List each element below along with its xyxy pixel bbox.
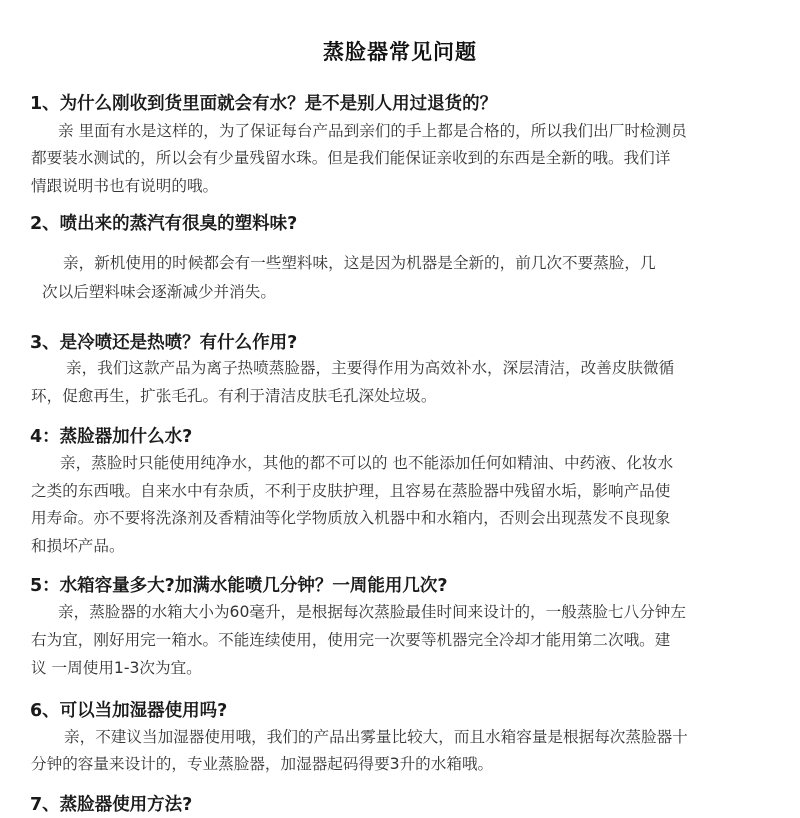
faq-question-5: 5：水箱容量多大?加满水能喷几分钟？一周能用几次? — [30, 576, 448, 596]
faq-answer-4-line-1: 亲，蒸脸时只能使用纯净水，其他的都不可以的 也不能添加任何如精油、中药液、化妆水 — [60, 454, 674, 472]
faq-answer-5-line-3: 议 一周使用1-3次为宜。 — [31, 659, 202, 677]
faq-answer-6-line-2: 分钟的容量来设计的，专业蒸脸器，加湿器起码得要3升的水箱哦。 — [31, 755, 494, 773]
faq-answer-4-line-4: 和损坏产品。 — [31, 537, 125, 555]
faq-answer-1-line-1: 亲 里面有水是这样的，为了保证每台产品到亲们的手上都是合格的，所以我们出厂时检测员 — [58, 122, 687, 140]
faq-answer-1-line-3: 情跟说明书也有说明的哦。 — [31, 177, 219, 195]
faq-question-7: 7、蒸脸器使用方法? — [30, 795, 193, 815]
faq-answer-4-line-2: 之类的东西哦。自来水中有杂质，不利于皮肤护理，且容易在蒸脸器中残留水垢，影响产品使 — [31, 482, 671, 500]
faq-answer-2-line-1: 亲，新机使用的时候都会有一些塑料味，这是因为机器是全新的，前几次不要蒸脸，几 — [63, 254, 656, 272]
faq-answer-5-line-2: 右为宜，刚好用完一箱水。不能连续使用，使用完一次要等机器完全冷却才能用第二次哦。建 — [31, 631, 671, 649]
faq-answer-5-line-1: 亲，蒸脸器的水箱大小为60毫升，是根据每次蒸脸最佳时间来设计的，一般蒸脸七八分钟左 — [58, 603, 686, 621]
faq-question-2: 2、喷出来的蒸汽有很臭的塑料味? — [30, 214, 298, 234]
faq-answer-1-line-2: 都要装水测试的，所以会有少量残留水珠。但是我们能保证亲收到的东西是全新的哦。我们详 — [31, 149, 671, 167]
page-title: 蒸脸器常见问题 — [323, 40, 477, 64]
faq-answer-6-line-1: 亲，不建议当加湿器使用哦，我们的产品出雾量比较大，而且水箱容量是根据每次蒸脸器十 — [64, 728, 688, 746]
faq-question-4: 4：蒸脸器加什么水? — [30, 427, 193, 447]
faq-question-1: 1、为什么刚收到货里面就会有水？是不是别人用过退货的？ — [30, 94, 498, 114]
faq-answer-3-line-2: 环，促愈再生，扩张毛孔。有利于清洁皮肤毛孔深处垃圾。 — [31, 387, 437, 405]
faq-answer-2-line-2: 次以后塑料味会逐渐减少并消失。 — [42, 283, 276, 301]
faq-question-6: 6、可以当加湿器使用吗? — [30, 701, 228, 721]
faq-question-3: 3、是冷喷还是热喷？有什么作用? — [30, 333, 298, 353]
faq-answer-3-line-1: 亲，我们这款产品为离子热喷蒸脸器，主要得作用为高效补水，深层清洁，改善皮肤微循 — [66, 359, 675, 377]
faq-answer-4-line-3: 用寿命。亦不要将洗涤剂及香精油等化学物质放入机器中和水箱内，否则会出现蒸发不良现象 — [31, 509, 671, 527]
